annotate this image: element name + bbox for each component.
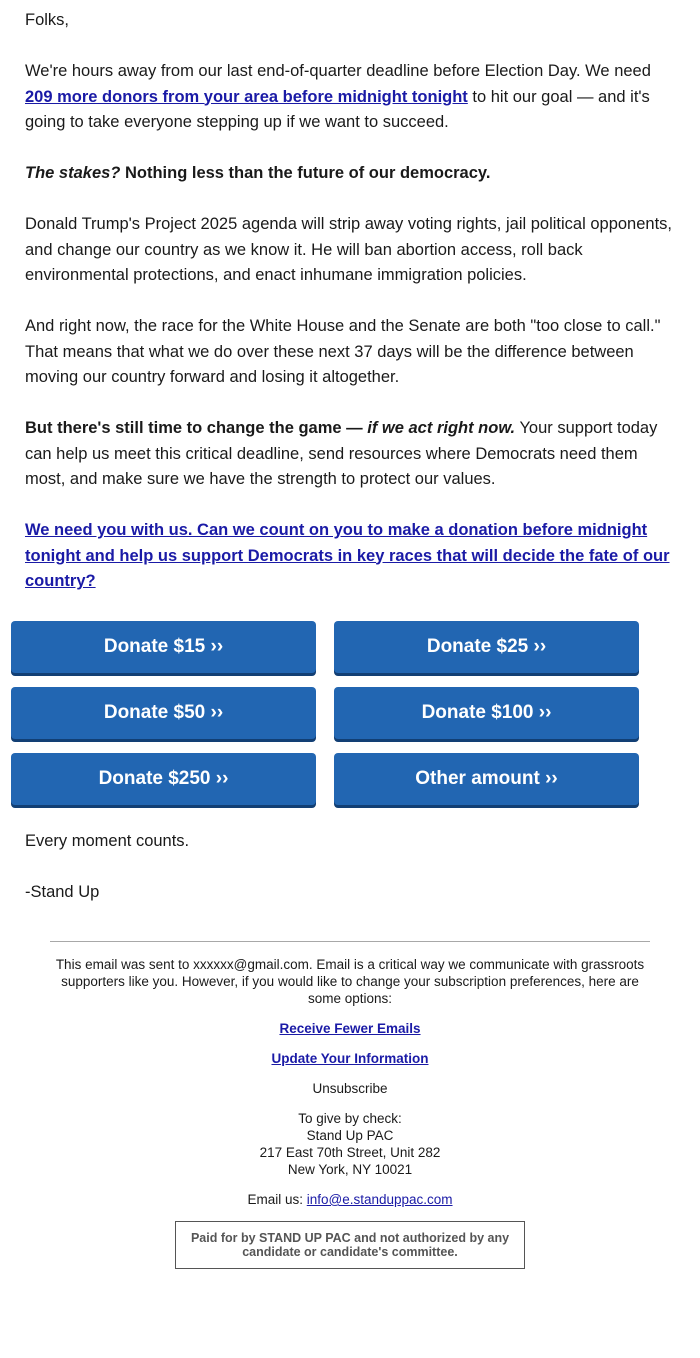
donate-50-button[interactable]: Donate $50 ›› — [11, 687, 316, 739]
check-label: To give by check: — [298, 1111, 402, 1126]
footer-notice: This email was sent to xxxxxx@gmail.com. Email is a critical way we communicate with grassroots supporters like you. However, if you would like to change your subscription preferences, here are some options: — [55, 957, 645, 1006]
paragraph-stakes — [25, 161, 675, 187]
donors-goal-link[interactable]: 209 more donors from your area before midnight tonight — [25, 87, 468, 106]
mailing-address — [50, 1110, 650, 1178]
closing-line: Every moment counts. — [25, 831, 190, 850]
paragraph-deadline — [25, 59, 675, 136]
signoff: -Stand Up — [25, 882, 100, 901]
contact-email-link[interactable]: info@e.standuppac.com — [306, 1192, 453, 1207]
greeting: Folks, — [25, 11, 70, 29]
donate-25-button[interactable]: Donate $25 ›› — [334, 621, 639, 673]
donate-15-button[interactable]: Donate $15 ›› — [11, 621, 316, 673]
donate-button-grid — [0, 621, 700, 805]
org-name: Stand Up PAC — [306, 1128, 394, 1143]
update-information-link[interactable]: Update Your Information — [271, 1051, 429, 1066]
paragraph-deadline-text-end: to hit our goal — and it's going to take everyone stepping up if we want to succeed. — [25, 87, 650, 131]
donate-other-amount-button[interactable]: Other amount ›› — [334, 753, 639, 805]
donation-cta-link[interactable]: We need you with us. Can we count on you to make a donation before midnight tonight and help us support Democrats in key races that will decide the fate of our country? — [25, 521, 670, 590]
address-line-1: 217 East 70th Street, Unit 282 — [259, 1145, 441, 1160]
change-game-rest: Your support today can help us meet this critical deadline, send resources where Democrats need them most, and make sure we have the strength to protect our values. — [25, 419, 658, 488]
paragraph-race: And right now, the race for the White House and the Senate are both "too close to call." That means that what we do over these next 37 days will be the difference between moving our country forward and losing it altogether. — [25, 317, 661, 386]
change-game-bold-italic: if we act right now. — [367, 419, 516, 437]
unsubscribe-link[interactable]: Unsubscribe — [312, 1081, 388, 1096]
email-body — [0, 0, 700, 595]
paragraph-change-game — [25, 416, 675, 493]
paragraph-deadline-text-start: We're hours away from our last end-of-quarter deadline before Election Day. We need — [25, 62, 651, 80]
change-game-bold: But there's still time to change the game — — [25, 419, 368, 437]
stakes-answer: Nothing less than the future of our democracy. — [120, 164, 491, 182]
paragraph-project-2025: Donald Trump's Project 2025 agenda will strip away voting rights, jail political opponents, and change our country as we know it. He will ban abortion access, roll back environmental protections, and enact inhumane immigration policies. — [25, 215, 672, 284]
email-label: Email us: — [247, 1192, 307, 1207]
donate-100-button[interactable]: Donate $100 ›› — [334, 687, 639, 739]
donate-250-button[interactable]: Donate $250 ›› — [11, 753, 316, 805]
paid-for-disclaimer: Paid for by STAND UP PAC and not authorized by any candidate or candidate's committee. — [175, 1221, 525, 1269]
receive-fewer-emails-link[interactable]: Receive Fewer Emails — [279, 1021, 421, 1036]
paragraph-cta — [25, 518, 675, 595]
stakes-question: The stakes? — [25, 164, 121, 182]
address-line-2: New York, NY 10021 — [287, 1162, 413, 1177]
contact-email — [50, 1191, 650, 1208]
email-footer — [50, 941, 650, 1269]
email-closing — [0, 829, 700, 906]
